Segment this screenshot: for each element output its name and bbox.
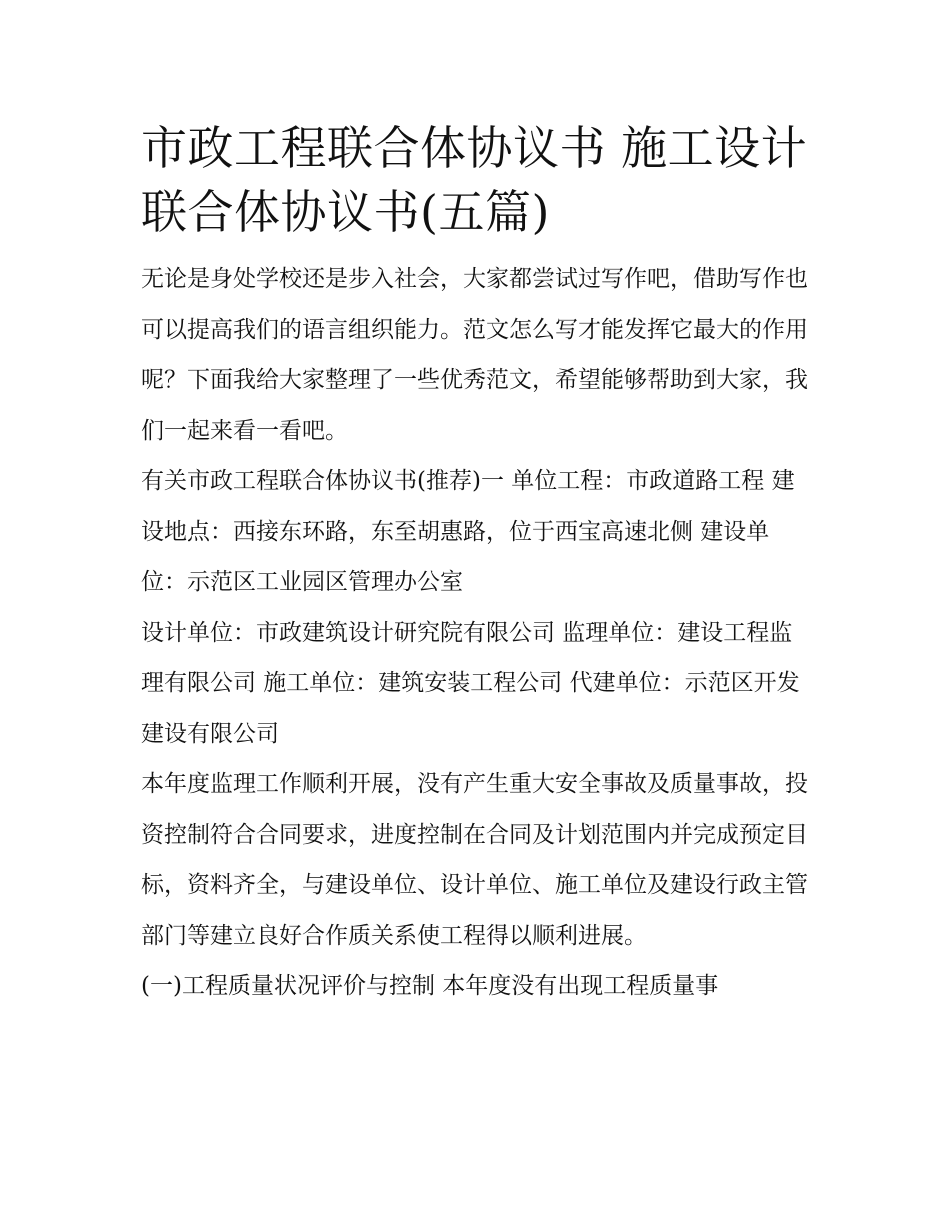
paragraph-project-info: 有关市政工程联合体协议书(推荐)一 单位工程：市政道路工程 建设地点：西接东环路，东至胡惠路，位于西宝高速北侧 建设单位：示范区工业园区管理办公室 [141, 468, 795, 595]
paragraph-units: 设计单位：市政建筑设计研究院有限公司 监理单位：建设工程监理有限公司 施工单位：建筑安装工程公司 代建单位：示范区开发建设有限公司 [141, 619, 800, 747]
paragraph-quality-heading: (一)工程质量状况评价与控制 本年度没有出现工程质量事 [141, 973, 719, 999]
paragraph-intro: 无论是身处学校还是步入社会，大家都尝试过写作吧，借助写作也可以提高我们的语言组织能力。范文怎么写才能发挥它最大的作用呢？下面我给大家整理了一些优秀范文，希望能够帮助到大家，我们一起来看一看吧。 [141, 266, 808, 444]
document-body [141, 116, 813, 1012]
paragraph-summary: 本年度监理工作顺利开展，没有产生重大安全事故及质量事故，投资控制符合合同要求，进度控制在合同及计划范围内并完成预定目标，资料齐全，与建设单位、设计单位、施工单位及建设行政主管部门等建立良好合作质关系使工程得以顺利进展。 [141, 771, 808, 949]
document-title: 市政工程联合体协议书 施工设计联合体协议书(五篇) [141, 121, 808, 239]
